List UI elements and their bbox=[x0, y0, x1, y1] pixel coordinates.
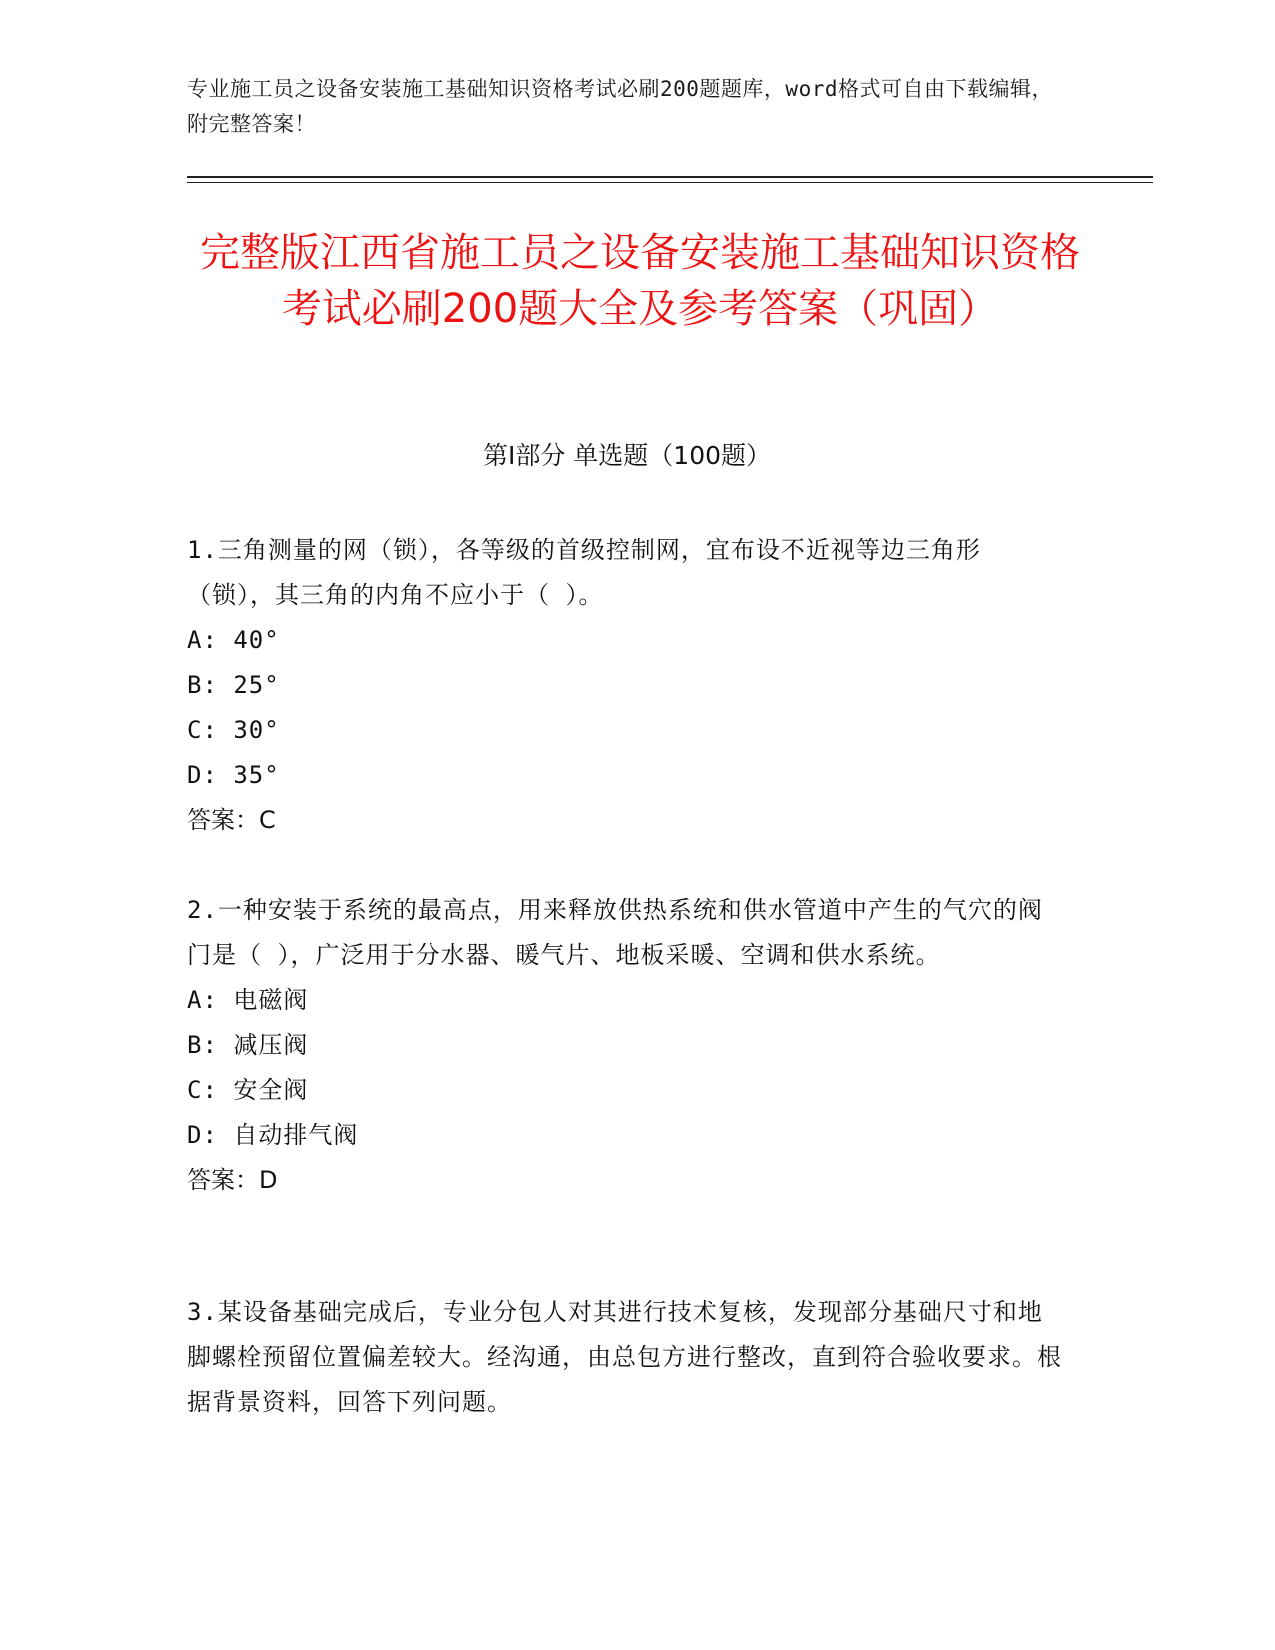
answer: 答案：C bbox=[187, 806, 276, 834]
option-b: B: 减压阀 bbox=[187, 1031, 309, 1059]
option-a: A: 40° bbox=[187, 626, 280, 654]
question-stem: 2.一种安装于系统的最高点，用来释放供热系统和供水管道中产生的气穴的阀门是（ ），广泛用于分水器、暖气片、地板采暖、空调和供水系统。 bbox=[187, 896, 1043, 969]
question-stem: 3.某设备基础完成后，专业分包人对其进行技术复核，发现部分基础尺寸和地脚螺栓预留位置偏差较大。经沟通，由总包方进行整改，直到符合验收要求。根据背景资料，回答下列问题。 bbox=[187, 1298, 1062, 1416]
question-3 bbox=[187, 1290, 1067, 1425]
question-1 bbox=[187, 528, 1067, 843]
header-divider-thick bbox=[187, 176, 1153, 178]
option-c: C: 安全阀 bbox=[187, 1076, 309, 1104]
answer: 答案：D bbox=[187, 1166, 278, 1194]
header-note: 专业施工员之设备安装施工基础知识资格考试必刷200题题库，word格式可自由下载编辑，附完整答案！ bbox=[187, 77, 1053, 136]
option-b: B: 25° bbox=[187, 671, 280, 699]
question-stem: 1.三角测量的网（锁），各等级的首级控制网，宜布设不近视等边三角形（锁），其三角的内角不应小于（ ）。 bbox=[187, 536, 981, 609]
option-c: C: 30° bbox=[187, 716, 280, 744]
option-a: A: 电磁阀 bbox=[187, 986, 309, 1014]
section-title: 第Ⅰ部分 单选题（100题） bbox=[482, 441, 772, 470]
question-2 bbox=[187, 888, 1067, 1203]
header-divider-thin bbox=[187, 182, 1153, 183]
option-d: D: 35° bbox=[187, 761, 280, 789]
document-title: 完整版江西省施工员之设备安装施工基础知识资格考试必刷200题大全及参考答案（巩固） bbox=[200, 230, 1080, 332]
option-d: D: 自动排气阀 bbox=[187, 1121, 359, 1149]
